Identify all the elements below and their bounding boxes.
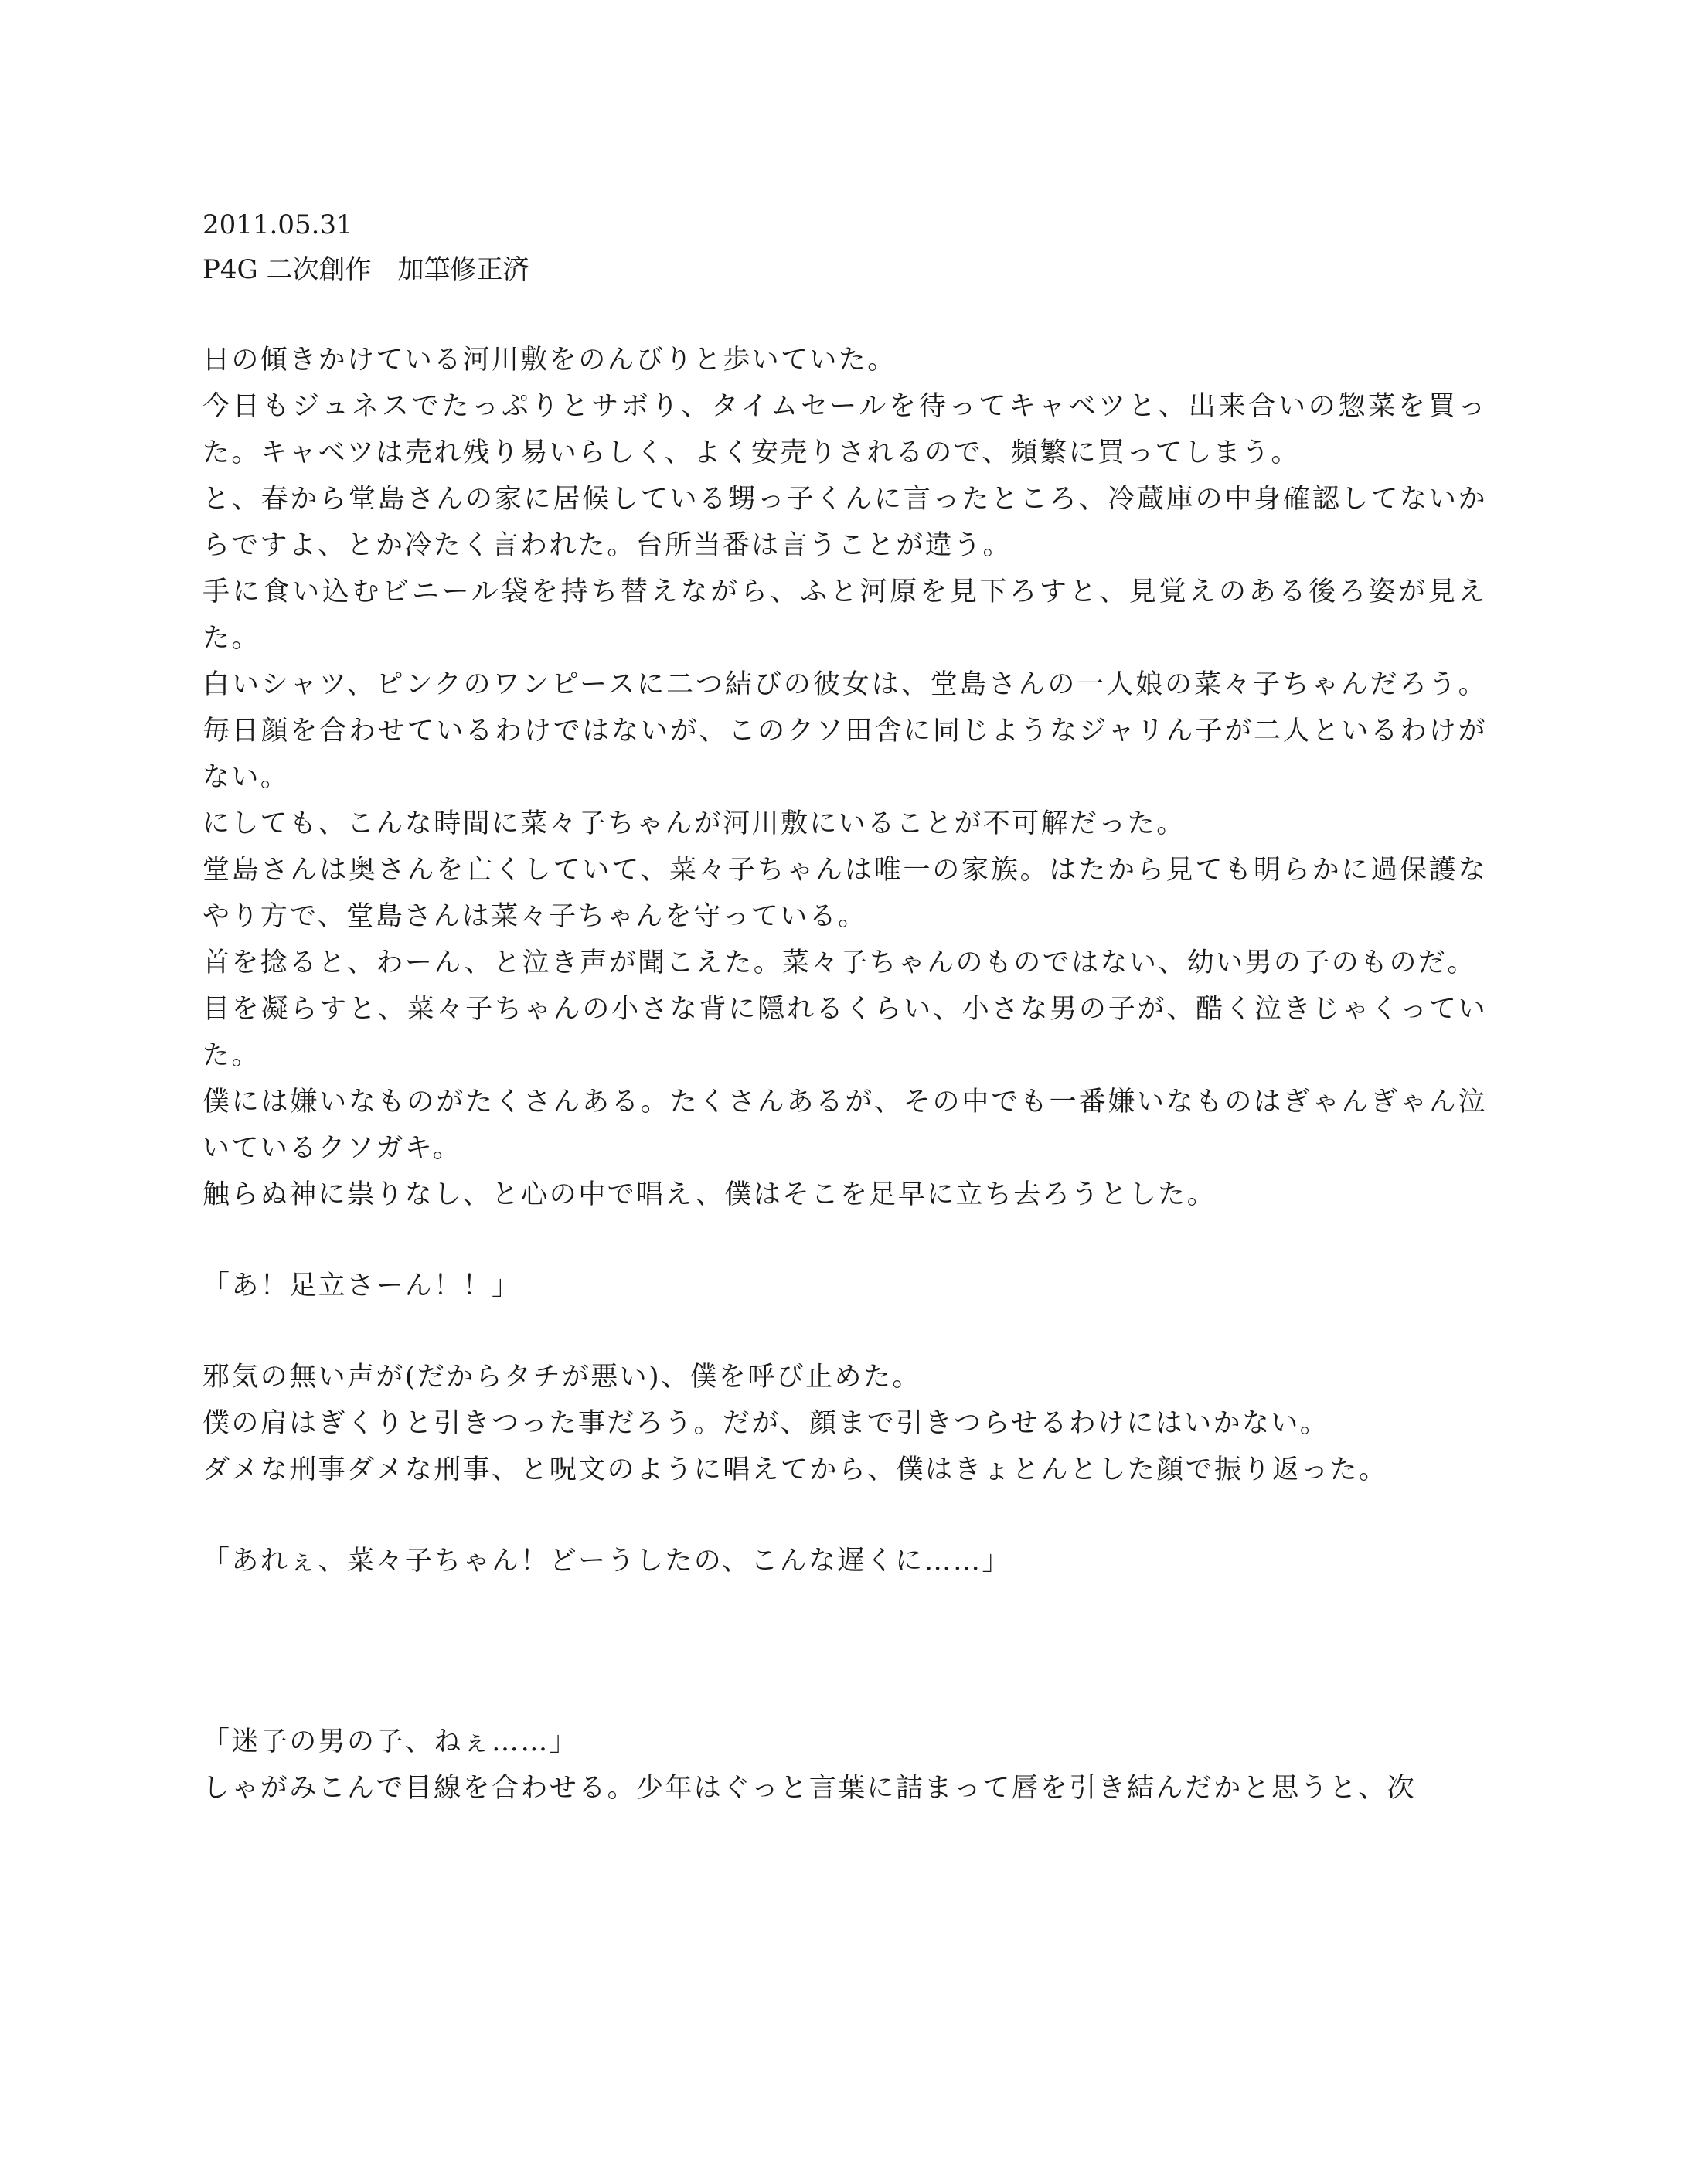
paragraph: 僕の肩はぎくりと引きつった事だろう。だが、顔まで引きつらせるわけにはいかない。 [202, 1408, 1329, 1439]
paragraph: 今日もジュネスでたっぷりとサボり、タイムセールを待ってキャベツと、出来合いの惣菜を買った。キャベツは売れ残り易いらしく、よく安売りされるので、頻繁に買ってしまう。 [202, 391, 1487, 468]
document-page [202, 202, 1487, 1811]
dialogue-line: 「あ！足立さーん！！」 [202, 1271, 521, 1301]
document-subtitle: P4G 二次創作 加筆修正済 [202, 254, 529, 285]
paragraph: 白いシャツ、ピンクのワンピースに二つ結びの彼女は、堂島さんの一人娘の菜々子ちゃんだろう。毎日顔を合わせているわけではないが、このクソ田舎に同じようなジャリん子が二人といるわけがない。 [202, 669, 1487, 793]
blank-line [202, 1584, 1487, 1629]
dialogue-line: 「あれぇ、菜々子ちゃん！どーうしたの、こんな遅くに……」 [202, 1546, 1011, 1577]
paragraph: 僕には嫌いなものがたくさんある。たくさんあるが、その中でも一番嫌いなものはぎゃんぎゃん泣いているクソガキ。 [202, 1087, 1487, 1164]
paragraph: 手に食い込むビニール袋を持ち替えながら、ふと河原を見下ろすと、見覚えのある後ろ姿が見えた。 [202, 577, 1487, 654]
paragraph: 日の傾きかけている河川敷をのんびりと歩いていた。 [202, 345, 897, 376]
blank-line [202, 1629, 1487, 1674]
blank-line [202, 1493, 1487, 1538]
blank-line [202, 1674, 1487, 1719]
paragraph: 邪気の無い声が(だからタチが悪い)、僕を呼び止めた。 [202, 1362, 921, 1393]
paragraph: にしても、こんな時間に菜々子ちゃんが河川敷にいることが不可解だった。 [202, 808, 1186, 839]
paragraph: 触らぬ神に祟りなし、と心の中で唱え、僕はそこを足早に立ち去ろうとした。 [202, 1179, 1217, 1210]
paragraph: しゃがみこんで目線を合わせる。少年はぐっと言葉に詰まって唇を引き結んだかと思うと、次 [202, 1773, 1417, 1804]
paragraph: と、春から堂島さんの家に居候している甥っ子くんに言ったところ、冷蔵庫の中身確認してないからですよ、とか冷たく言われた。台所当番は言うことが違う。 [202, 484, 1487, 561]
document-date: 2011.05.31 [202, 209, 353, 240]
blank-line [202, 292, 1487, 337]
paragraph: ダメな刑事ダメな刑事、と呪文のように唱えてから、僕はきょとんとした顔で振り返った。 [202, 1454, 1388, 1485]
paragraph: 目を凝らすと、菜々子ちゃんの小さな背に隠れるくらい、小さな男の子が、酷く泣きじゃくっていた。 [202, 994, 1487, 1071]
dialogue-line: 「迷子の男の子、ねぇ……」 [202, 1726, 579, 1757]
blank-line [202, 1309, 1487, 1354]
blank-line [202, 1218, 1487, 1263]
paragraph: 堂島さんは奥さんを亡くしていて、菜々子ちゃんは唯一の家族。はたから見ても明らかに過保護なやり方で、堂島さんは菜々子ちゃんを守っている。 [202, 855, 1487, 932]
paragraph: 首を捻ると、わーん、と泣き声が聞こえた。菜々子ちゃんのものではない、幼い男の子のものだ。 [202, 947, 1476, 978]
